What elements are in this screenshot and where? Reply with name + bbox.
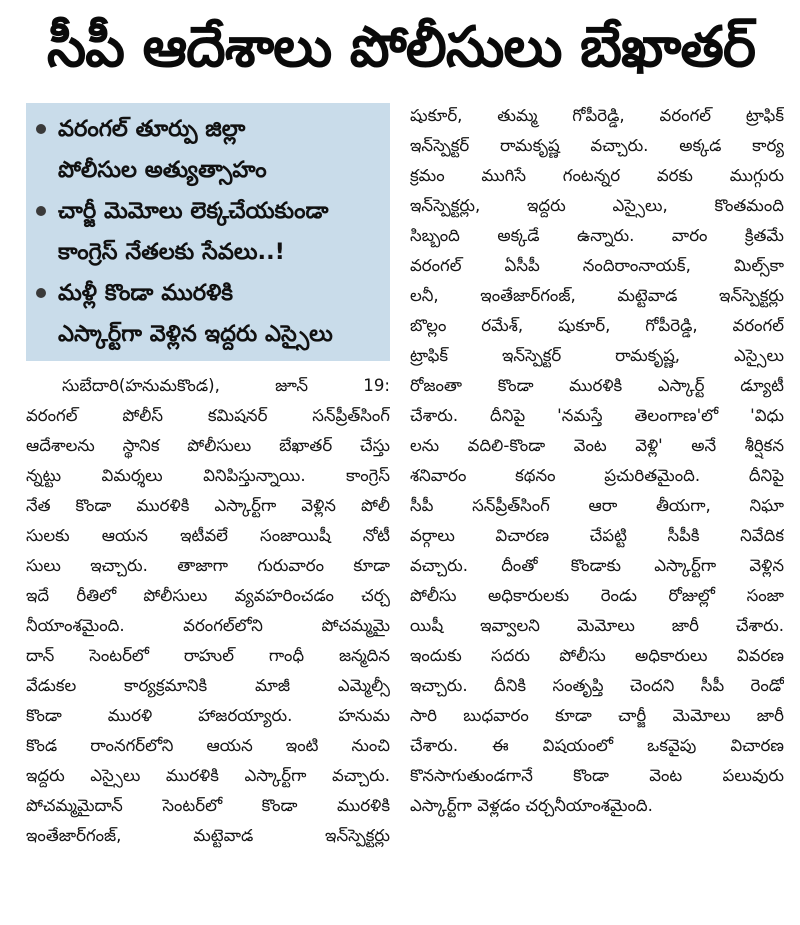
article-line: బొల్లం రమేశ్, షుకూర్, గోపీరెడ్డి, వరంగల్ (410, 316, 784, 335)
article-line: చేశారు. ఈ విషయంలో ఒకవైపు విచారణ (410, 736, 784, 755)
bullet-icon (36, 206, 46, 216)
article-line: ఎస్కార్ట్‌గా వెళ్లడం చర్చనీయాంశమైంది. (410, 796, 653, 815)
article-line: న్నట్టు విమర్శలు వినిపిస్తున్నాయి. కాంగ్రెస్ (26, 466, 390, 485)
article-line: ఇచ్చారు. దీనికి సంతృప్తి చెందని సీపీ రెండో (410, 676, 784, 695)
column-divider (400, 100, 401, 900)
article-line: ఇద్దరు ఎస్సైలు మురళికి ఎస్కార్ట్‌గా వచ్చారు. (26, 766, 390, 785)
article-line: ట్రాఫిక్ ఇన్‌స్పెక్టర్ రామకృష్ణ, ఎస్సైలు (410, 346, 784, 365)
highlight-item (36, 191, 384, 273)
article-line: సారి బుధవారం కూడా చార్జీ మెమోలు జారీ (410, 706, 784, 725)
highlight-line: కాంగ్రెస్ నేతలకు సేవలు..! (58, 239, 285, 265)
article-line: క్రమం ముగిసే గంటన్నర వరకు ముగ్గురు (410, 166, 784, 185)
article-line: లను వదిలి-కొండా వెంట వెళ్లి' అనే శీర్షికన (410, 436, 784, 455)
article-line: నీయాంశమైంది. వరంగల్‌లోని పోచమ్మమై (26, 616, 390, 635)
article-line: ఇందుకు సదరు పోలీసు అధికారులు వివరణ (410, 646, 784, 665)
highlight-line: మళ్లీ కొండా మురళికి (58, 280, 234, 306)
bullet-icon (36, 288, 46, 298)
article-line: ఇన్‌స్పెక్టర్ రామకృష్ణ వచ్చారు. అక్కడ కార్య (410, 136, 784, 155)
highlight-line: చార్జీ మెమోలు లెక్కచేయకుండా (58, 198, 329, 224)
bullet-icon (36, 124, 46, 134)
article-line: షుకూర్, తుమ్మ గోపీరెడ్డి, వరంగల్ ట్రాఫిక్ (410, 106, 784, 125)
article-line: వరంగల్ పోలీస్ కమిషనర్ సన్‌ప్రీత్‌సింగ్ (26, 406, 390, 425)
article-line: సుబేదారి(హనుమకొండ), జూన్ 19: (62, 376, 390, 395)
headline: సీపీ ఆదేశాలు పోలీసులు బేఖాతర్ (46, 15, 756, 80)
article-line: ఆదేశాలను స్థానిక పోలీసులు బేఖాతర్ చేస్తు (26, 436, 390, 455)
article-line: ఇన్‌స్పెక్టర్లు, ఇద్దరు ఎస్సైలు, కొంతమంది (410, 196, 784, 215)
article-line: సులకు ఆయన ఇటీవలే సంజాయిషీ నోటీ (26, 526, 390, 545)
highlight-line: వరంగల్ తూర్పు జిల్లా (58, 116, 246, 142)
article-column-right (410, 101, 784, 821)
article-line: చేశారు. దీనిపై 'నమస్తే తెలంగాణ'లో 'విధు (410, 406, 784, 425)
article-column-left (26, 371, 390, 851)
article-line: శనివారం కథనం ప్రచురితమైంది. దీనిపై (410, 466, 784, 485)
article-line: యిషీ ఇవ్వాలని మెమోలు జారీ చేశారు. (410, 616, 784, 635)
article-line: పోచమ్మమైదాన్ సెంటర్‌లో కొండా మురళికి (26, 796, 390, 815)
highlight-item (36, 109, 384, 191)
article-line: కొండా మురళి హాజరయ్యారు. హనుమ (26, 706, 390, 725)
article-line: నేత కొండా మురళికి ఎస్కార్ట్‌గా వెళ్లిన పోలీ (26, 496, 390, 515)
article-line: కొండ రాంనగర్‌లోని ఆయన ఇంటి నుంచి (26, 736, 390, 755)
article-line: దాన్ సెంటర్‌లో రాహుల్ గాంధీ జన్మదిన (26, 646, 390, 665)
article-line: సీపీ సన్‌ప్రీత్‌సింగ్ ఆరా తీయగా, నిఘా (410, 496, 784, 515)
article-line: పోలీసు అధికారులకు రెండు రోజుల్లో సంజా (410, 586, 784, 605)
highlight-line: పోలీసుల అత్యుత్సాహం (58, 157, 267, 183)
article-line: రోజంతా కొండా మురళికి ఎస్కార్ట్ డ్యూటీ (410, 376, 784, 395)
article-line: కొనసాగుతుండగానే కొండా వెంట పలువురు (410, 766, 784, 785)
article-line: సిబ్బంది అక్కడే ఉన్నారు. వారం క్రితమే (410, 226, 784, 245)
article-line: వచ్చారు. దీంతో కొండాకు ఎస్కార్ట్‌గా వెళ్లిన (410, 556, 784, 575)
highlights-box (26, 103, 390, 361)
highlight-line: ఎస్కార్ట్‌గా వెళ్లిన ఇద్దరు ఎస్సైలు (58, 321, 333, 347)
article-line: లనీ, ఇంతేజార్‌గంజ్, మట్టెవాడ ఇన్‌స్పెక్టర్లు (410, 286, 784, 305)
article-line: వరంగల్ ఏసీపీ నందిరాంనాయక్, మిల్స్‌కా (410, 256, 784, 275)
article-line: వేడుకల కార్యక్రమానికి మాజీ ఎమ్మెల్సీ (26, 676, 390, 695)
article-line: ఇదే రీతిలో పోలీసులు వ్యవహరించడం చర్చ (26, 586, 390, 605)
article-line: వర్గాలు విచారణ చేపట్టి సీపీకి నివేదిక (410, 526, 784, 545)
highlight-item (36, 273, 384, 355)
article-line: ఇంతేజార్‌గంజ్, మట్టెవాడ ఇన్‌స్పెక్టర్లు (26, 826, 390, 845)
article-line: సులు ఇచ్చారు. తాజాగా గురువారం కూడా (26, 556, 390, 575)
